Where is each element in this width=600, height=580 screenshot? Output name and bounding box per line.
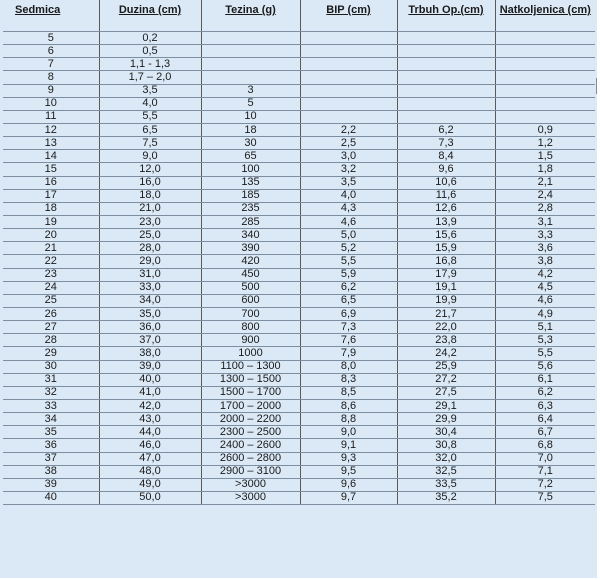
table-cell[interactable]: 35,2: [397, 491, 495, 504]
table-cell[interactable]: 9,1: [300, 439, 397, 452]
table-row: [3, 150, 595, 163]
table-cell[interactable]: 600: [201, 294, 300, 307]
fetal-growth-table: [3, 0, 595, 505]
table-row: [3, 215, 595, 228]
table-cell[interactable]: 7,6: [300, 334, 397, 347]
table-cell[interactable]: 3: [201, 84, 300, 97]
table-cell[interactable]: 9,6: [300, 478, 397, 491]
table-cell[interactable]: 6,3: [495, 399, 595, 412]
table-cell[interactable]: 17: [3, 189, 99, 202]
table-cell[interactable]: 15: [3, 163, 99, 176]
table-row: [3, 58, 595, 71]
table-cell[interactable]: [300, 20, 397, 32]
table-cell[interactable]: 6,2: [397, 123, 495, 136]
table-cell[interactable]: 37,0: [99, 334, 201, 347]
table-cell[interactable]: 34: [3, 413, 99, 426]
header-bip[interactable]: BIP (cm): [300, 0, 397, 20]
table-cell[interactable]: 9,3: [300, 452, 397, 465]
table-cell[interactable]: 2000 – 2200: [201, 413, 300, 426]
table-cell[interactable]: 2,4: [495, 189, 595, 202]
table-row: [3, 478, 595, 491]
table-cell[interactable]: 4,0: [99, 97, 201, 110]
table-cell[interactable]: 3,2: [300, 163, 397, 176]
table-cell[interactable]: 16,8: [397, 255, 495, 268]
table-cell[interactable]: 47,0: [99, 452, 201, 465]
table-cell[interactable]: 13,9: [397, 215, 495, 228]
table-cell[interactable]: [495, 32, 595, 45]
table-cell[interactable]: [495, 110, 595, 123]
table-cell[interactable]: 420: [201, 255, 300, 268]
table-cell[interactable]: 25: [3, 294, 99, 307]
table-cell[interactable]: [201, 32, 300, 45]
table-cell[interactable]: 0,5: [99, 45, 201, 58]
table-cell[interactable]: 100: [201, 163, 300, 176]
table-cell[interactable]: 40: [3, 491, 99, 504]
table-cell[interactable]: 7,0: [495, 452, 595, 465]
table-cell[interactable]: 32,5: [397, 465, 495, 478]
table-cell[interactable]: 23: [3, 268, 99, 281]
table-row: [3, 465, 595, 478]
table-row: [3, 255, 595, 268]
table-cell[interactable]: 6,7: [495, 426, 595, 439]
table-cell[interactable]: [495, 84, 595, 97]
table-cell[interactable]: 22,0: [397, 321, 495, 334]
table-cell[interactable]: 29,1: [397, 399, 495, 412]
table-cell[interactable]: 5,5: [300, 255, 397, 268]
table-cell[interactable]: 38: [3, 465, 99, 478]
table-cell[interactable]: 1000: [201, 347, 300, 360]
table-cell[interactable]: 23,0: [99, 215, 201, 228]
header-trbuh[interactable]: Trbuh Op.(cm): [397, 0, 495, 20]
table-cell[interactable]: 2600 – 2800: [201, 452, 300, 465]
table-cell[interactable]: 6,5: [99, 123, 201, 136]
table-cell[interactable]: 35,0: [99, 307, 201, 320]
table-cell[interactable]: 23,8: [397, 334, 495, 347]
table-cell[interactable]: 31,0: [99, 268, 201, 281]
table-cell[interactable]: 1,5: [495, 150, 595, 163]
table-cell[interactable]: 10,6: [397, 176, 495, 189]
table-cell[interactable]: 28,0: [99, 242, 201, 255]
table-cell[interactable]: 24: [3, 281, 99, 294]
table-cell[interactable]: 11: [3, 110, 99, 123]
table-cell[interactable]: 42,0: [99, 399, 201, 412]
table-cell[interactable]: 30,8: [397, 439, 495, 452]
table-cell[interactable]: >3000: [201, 478, 300, 491]
table-cell[interactable]: 33: [3, 399, 99, 412]
table-cell[interactable]: [495, 45, 595, 58]
table-cell[interactable]: 17,9: [397, 268, 495, 281]
table-cell[interactable]: 1,7 – 2,0: [99, 71, 201, 84]
table-cell[interactable]: 7,9: [300, 347, 397, 360]
table-cell[interactable]: 19,1: [397, 281, 495, 294]
table-cell[interactable]: 4,9: [495, 307, 595, 320]
header-sedmica[interactable]: Sedmica: [3, 0, 99, 20]
table-cell[interactable]: 5,5: [495, 347, 595, 360]
table-cell[interactable]: 19: [3, 215, 99, 228]
table-cell[interactable]: [300, 97, 397, 110]
table-cell[interactable]: 50,0: [99, 491, 201, 504]
table-cell[interactable]: 2300 – 2500: [201, 426, 300, 439]
table-cell[interactable]: 2,1: [495, 176, 595, 189]
table-cell[interactable]: [201, 58, 300, 71]
table-cell[interactable]: 4,6: [300, 215, 397, 228]
table-cell[interactable]: 8,0: [300, 360, 397, 373]
table-cell[interactable]: 26: [3, 307, 99, 320]
table-cell[interactable]: 1500 – 1700: [201, 386, 300, 399]
table-cell[interactable]: [397, 84, 495, 97]
table-cell[interactable]: 40,0: [99, 373, 201, 386]
table-cell[interactable]: 27: [3, 321, 99, 334]
table-row: [3, 137, 595, 150]
table-cell[interactable]: 30: [201, 137, 300, 150]
table-cell[interactable]: 3,5: [99, 84, 201, 97]
table-cell[interactable]: 6,5: [300, 294, 397, 307]
table-cell[interactable]: 14: [3, 150, 99, 163]
table-cell[interactable]: 8,3: [300, 373, 397, 386]
table-cell[interactable]: 27,5: [397, 386, 495, 399]
table-cell[interactable]: 2400 – 2600: [201, 439, 300, 452]
table-cell[interactable]: 1700 – 2000: [201, 399, 300, 412]
table-row: [3, 360, 595, 373]
table-cell[interactable]: 2,2: [300, 123, 397, 136]
table-row: [3, 347, 595, 360]
table-cell[interactable]: 39,0: [99, 360, 201, 373]
table-row: [3, 399, 595, 412]
table-cell[interactable]: 235: [201, 202, 300, 215]
table-cell[interactable]: 21,0: [99, 202, 201, 215]
table-cell[interactable]: 9,0: [99, 150, 201, 163]
table-cell[interactable]: 135: [201, 176, 300, 189]
table-cell[interactable]: >3000: [201, 491, 300, 504]
table-cell[interactable]: 6,8: [495, 439, 595, 452]
table-cell[interactable]: 15,6: [397, 229, 495, 242]
table-cell[interactable]: [300, 71, 397, 84]
table-cell[interactable]: 5,5: [99, 110, 201, 123]
table-cell[interactable]: 5: [201, 97, 300, 110]
table-cell[interactable]: 33,0: [99, 281, 201, 294]
table-cell[interactable]: 28: [3, 334, 99, 347]
table-cell[interactable]: [397, 45, 495, 58]
table-cell[interactable]: 9,6: [397, 163, 495, 176]
table-cell[interactable]: 8,8: [300, 413, 397, 426]
table-row: [3, 110, 595, 123]
table-cell[interactable]: 7: [3, 58, 99, 71]
table-row: [3, 163, 595, 176]
table-cell[interactable]: 13: [3, 137, 99, 150]
table-cell[interactable]: [397, 20, 495, 32]
table-cell[interactable]: 390: [201, 242, 300, 255]
table-cell[interactable]: 7,1: [495, 465, 595, 478]
table-cell[interactable]: 4,2: [495, 268, 595, 281]
table-row: [3, 373, 595, 386]
table-cell[interactable]: [397, 71, 495, 84]
table-cell[interactable]: [397, 110, 495, 123]
table-cell[interactable]: 4,6: [495, 294, 595, 307]
table-cell[interactable]: [99, 20, 201, 32]
table-cell[interactable]: [495, 58, 595, 71]
table-cell[interactable]: 700: [201, 307, 300, 320]
table-cell[interactable]: 5,0: [300, 229, 397, 242]
table-cell[interactable]: 27,2: [397, 373, 495, 386]
table-cell[interactable]: [495, 97, 595, 110]
table-cell[interactable]: 3,6: [495, 242, 595, 255]
table-row: [3, 176, 595, 189]
table-cell[interactable]: 48,0: [99, 465, 201, 478]
table-cell[interactable]: 29: [3, 347, 99, 360]
table-cell[interactable]: [397, 97, 495, 110]
table-cell[interactable]: 3,1: [495, 215, 595, 228]
table-cell[interactable]: 7,2: [495, 478, 595, 491]
table-cell[interactable]: 6,4: [495, 413, 595, 426]
table-cell[interactable]: [300, 45, 397, 58]
table-cell[interactable]: [300, 84, 397, 97]
table-cell[interactable]: 12: [3, 123, 99, 136]
table-row: [3, 32, 595, 45]
table-row: [3, 97, 595, 110]
table-cell[interactable]: 65: [201, 150, 300, 163]
table-cell[interactable]: [201, 71, 300, 84]
table-cell[interactable]: 10: [201, 110, 300, 123]
table-cell[interactable]: 16,0: [99, 176, 201, 189]
table-cell[interactable]: 9: [3, 84, 99, 97]
table-row: [3, 84, 595, 97]
table-row: [3, 123, 595, 136]
table-cell[interactable]: 12,6: [397, 202, 495, 215]
table-cell[interactable]: 800: [201, 321, 300, 334]
table-cell[interactable]: 4,3: [300, 202, 397, 215]
table-row: [3, 45, 595, 58]
header-duzina[interactable]: Duzina (cm): [99, 0, 201, 20]
table-cell[interactable]: 1100 – 1300: [201, 360, 300, 373]
table-cell[interactable]: 33,5: [397, 478, 495, 491]
table-cell[interactable]: 3,3: [495, 229, 595, 242]
table-cell[interactable]: [397, 58, 495, 71]
table-row: [3, 426, 595, 439]
table-cell[interactable]: 38,0: [99, 347, 201, 360]
table-row: [3, 452, 595, 465]
table-cell[interactable]: 30,4: [397, 426, 495, 439]
table-cell[interactable]: 2,8: [495, 202, 595, 215]
table-cell[interactable]: 37: [3, 452, 99, 465]
table-body: [3, 20, 595, 505]
table-cell[interactable]: 7,3: [300, 321, 397, 334]
table-cell[interactable]: 5,3: [495, 334, 595, 347]
table-cell[interactable]: 8,4: [397, 150, 495, 163]
table-cell[interactable]: 6: [3, 45, 99, 58]
table-row: [3, 439, 595, 452]
table-cell[interactable]: 340: [201, 229, 300, 242]
table-cell[interactable]: 46,0: [99, 439, 201, 452]
table-row: [3, 294, 595, 307]
table-cell[interactable]: 49,0: [99, 478, 201, 491]
table-cell[interactable]: 7,5: [99, 137, 201, 150]
table-cell[interactable]: 9,5: [300, 465, 397, 478]
table-cell[interactable]: 185: [201, 189, 300, 202]
table-cell[interactable]: [300, 32, 397, 45]
table-cell[interactable]: 3,0: [300, 150, 397, 163]
table-cell[interactable]: 7,5: [495, 491, 595, 504]
table-row: [3, 189, 595, 202]
table-cell[interactable]: 36,0: [99, 321, 201, 334]
table-cell[interactable]: [300, 110, 397, 123]
table-cell[interactable]: 0,9: [495, 123, 595, 136]
header-tezina[interactable]: Tezina (g): [201, 0, 300, 20]
table-cell[interactable]: [3, 20, 99, 32]
table-row: [3, 334, 595, 347]
table-cell[interactable]: 5,6: [495, 360, 595, 373]
table-cell[interactable]: 29,9: [397, 413, 495, 426]
table-cell[interactable]: 32,0: [397, 452, 495, 465]
table-cell[interactable]: 12,0: [99, 163, 201, 176]
table-cell[interactable]: 2900 – 3100: [201, 465, 300, 478]
table-cell[interactable]: 18: [3, 202, 99, 215]
table-cell[interactable]: 3,8: [495, 255, 595, 268]
table-cell[interactable]: 16: [3, 176, 99, 189]
table-cell[interactable]: 9,0: [300, 426, 397, 439]
table-cell[interactable]: 8,6: [300, 399, 397, 412]
table-cell[interactable]: 20: [3, 229, 99, 242]
table-row: [3, 281, 595, 294]
table-row: [3, 321, 595, 334]
table-cell[interactable]: 5,1: [495, 321, 595, 334]
table-cell[interactable]: 41,0: [99, 386, 201, 399]
table-cell[interactable]: [201, 45, 300, 58]
table-cell[interactable]: 500: [201, 281, 300, 294]
table-cell[interactable]: 29,0: [99, 255, 201, 268]
table-cell[interactable]: [300, 58, 397, 71]
table-cell[interactable]: 32: [3, 386, 99, 399]
table-cell[interactable]: 10: [3, 97, 99, 110]
table-cell[interactable]: [201, 20, 300, 32]
table-cell[interactable]: [495, 71, 595, 84]
table-cell[interactable]: 25,0: [99, 229, 201, 242]
table-cell[interactable]: 11,6: [397, 189, 495, 202]
table-cell[interactable]: 1,2: [495, 137, 595, 150]
table-cell[interactable]: 1300 – 1500: [201, 373, 300, 386]
table-cell[interactable]: 5: [3, 32, 99, 45]
table-cell[interactable]: 6,2: [300, 281, 397, 294]
header-natkoljenica[interactable]: Natkoljenica (cm): [495, 0, 595, 20]
table-cell[interactable]: 8,5: [300, 386, 397, 399]
table-cell[interactable]: [495, 20, 595, 32]
table-cell[interactable]: 8: [3, 71, 99, 84]
table-cell[interactable]: 5,2: [300, 242, 397, 255]
table-cell[interactable]: 30: [3, 360, 99, 373]
table-cell[interactable]: 4,5: [495, 281, 595, 294]
table-cell[interactable]: 6,1: [495, 373, 595, 386]
table-cell[interactable]: 2,5: [300, 137, 397, 150]
table-cell[interactable]: 19,9: [397, 294, 495, 307]
table-row: [3, 386, 595, 399]
table-row: [3, 413, 595, 426]
table-cell[interactable]: 44,0: [99, 426, 201, 439]
table-cell[interactable]: 24,2: [397, 347, 495, 360]
table-cell[interactable]: 25,9: [397, 360, 495, 373]
table-cell[interactable]: 900: [201, 334, 300, 347]
table-row: [3, 229, 595, 242]
table-cell[interactable]: 34,0: [99, 294, 201, 307]
table-cell[interactable]: 21,7: [397, 307, 495, 320]
table-cell[interactable]: 18: [201, 123, 300, 136]
table-row: [3, 71, 595, 84]
header-row: [3, 0, 595, 20]
table-cell[interactable]: 31: [3, 373, 99, 386]
table-cell[interactable]: 15,9: [397, 242, 495, 255]
table-cell[interactable]: 18,0: [99, 189, 201, 202]
table-cell[interactable]: 0,2: [99, 32, 201, 45]
table-cell[interactable]: 1,8: [495, 163, 595, 176]
table-row: [3, 268, 595, 281]
table-cell[interactable]: 285: [201, 215, 300, 228]
window-edge-marker: [596, 78, 600, 94]
table-cell[interactable]: 450: [201, 268, 300, 281]
table-cell[interactable]: 43,0: [99, 413, 201, 426]
empty-row: [3, 20, 595, 32]
table-cell[interactable]: [397, 32, 495, 45]
table-cell[interactable]: 39: [3, 478, 99, 491]
table-cell[interactable]: 36: [3, 439, 99, 452]
table-cell[interactable]: 22: [3, 255, 99, 268]
table-cell[interactable]: 1,1 - 1,3: [99, 58, 201, 71]
table-row: [3, 202, 595, 215]
table-cell[interactable]: 6,9: [300, 307, 397, 320]
table-cell[interactable]: 7,3: [397, 137, 495, 150]
table-cell[interactable]: 3,5: [300, 176, 397, 189]
table-cell[interactable]: 9,7: [300, 491, 397, 504]
table-row: [3, 242, 595, 255]
table-cell[interactable]: 21: [3, 242, 99, 255]
table-cell[interactable]: 35: [3, 426, 99, 439]
table-cell[interactable]: 4,0: [300, 189, 397, 202]
table-cell[interactable]: 6,2: [495, 386, 595, 399]
table-cell[interactable]: 5,9: [300, 268, 397, 281]
table-row: [3, 491, 595, 504]
table-row: [3, 307, 595, 320]
